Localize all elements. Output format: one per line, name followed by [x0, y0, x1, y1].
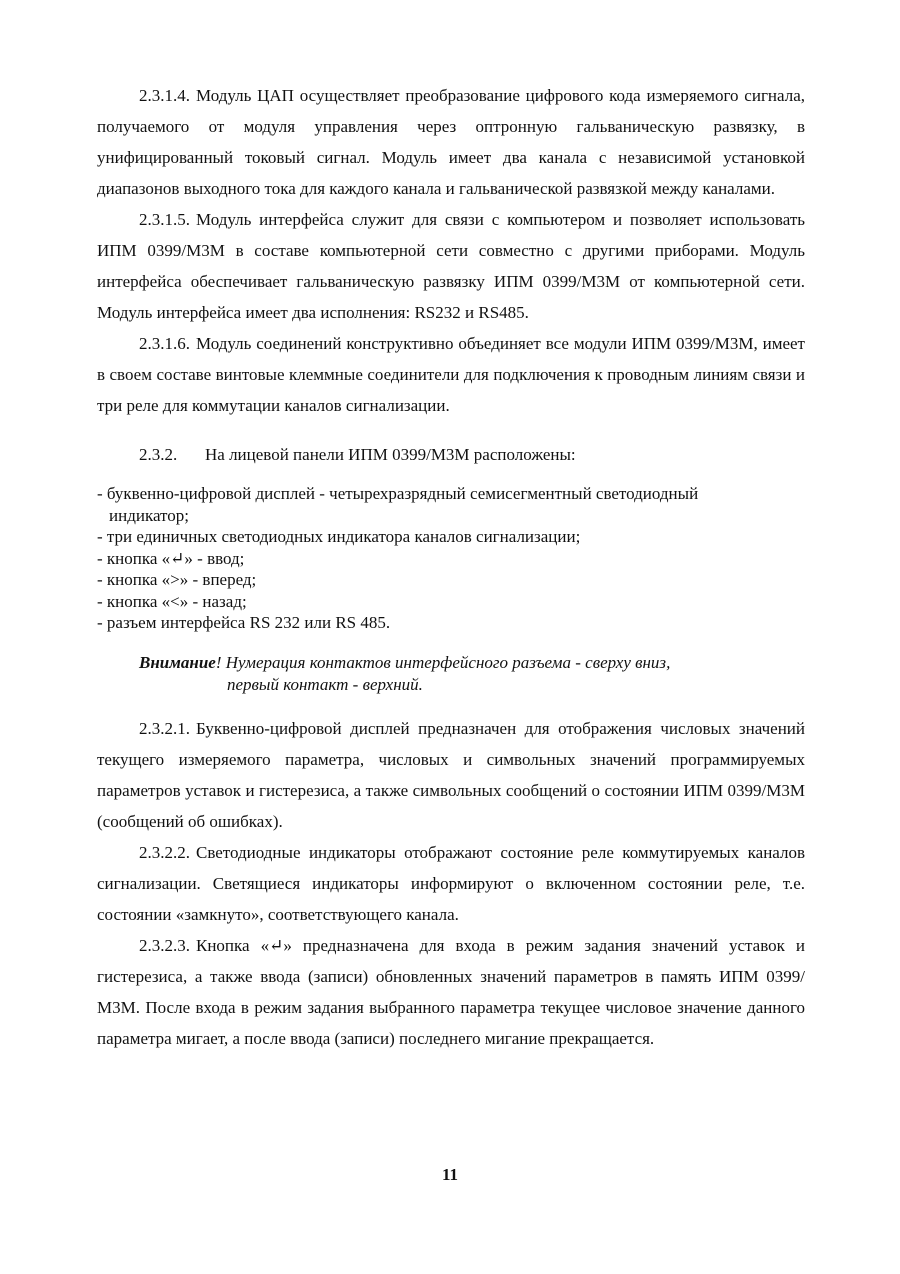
document-page: [97, 80, 805, 1054]
paragraph-text: Модуль интерфейса служит для связи с компьютером и позволяет использовать ИПМ 0399/М3М в составе компьютерной сети совместно с другими приборами. Модуль интерфейса обеспечивает гальваническую развязку ИПМ 0399/М3М от компьютерной сети. Модуль интерфейса имеет два исполнения: RS232 и RS485.: [97, 210, 805, 322]
paragraph-2-3-2-1: [97, 713, 805, 837]
paragraph-number: 2.3.2.3.: [139, 935, 190, 955]
attention-line-1: Нумерация контактов интерфейсного разъема - сверху вниз,: [221, 652, 671, 672]
list-item: - буквенно-цифровой дисплей - четырехразрядный семисегментный светодиодный индикатор;: [97, 484, 699, 525]
paragraph-text: Модуль ЦАП осуществляет преобразование цифрового кода измеряемого сигнала, получаемого от модуля управления через оптронную гальваническую развязку, в унифицированный токовый сигнал. Модуль имеет два канала с независимой установкой диапазонов выходного тока для каждого канала и гальванической развязкой между каналами.: [97, 86, 805, 198]
paragraph-2-3-1-4: [97, 80, 805, 204]
section-heading-2-3-2: [97, 443, 805, 467]
paragraph-text: Буквенно-цифровой дисплей предназначен для отображения числовых значений текущего измеряемого параметра, числовых и символьных значений программируемых параметров уставок и гистерезиса, а также символьных сообщений о состоянии ИПМ 0399/М3М (сообщений об ошибках).: [97, 718, 805, 831]
attention-line-2: первый контакт - верхний.: [227, 674, 423, 694]
list-item: - три единичных светодиодных индикатора каналов сигнализации;: [97, 527, 581, 546]
list-item: - разъем интерфейса RS 232 или RS 485.: [97, 613, 391, 632]
attention-exclaim: !: [215, 652, 222, 672]
spacer: [97, 696, 805, 713]
paragraph-2-3-2-2: [97, 837, 805, 930]
paragraph-2-3-1-5: [97, 204, 805, 328]
paragraph-number: 2.3.1.4.: [139, 86, 190, 105]
paragraph-number: 2.3.1.6.: [139, 334, 190, 353]
paragraph-number: 2.3.1.5.: [139, 210, 190, 229]
paragraph-text: Модуль соединений конструктивно объединяет все модули ИПМ 0399/М3М, имеет в своем составе винтовые клеммные соединители для подключения к проводным линиям связи и три реле для коммутации каналов сигнализации.: [97, 334, 805, 415]
list-item: - кнопка «↵» - ввод;: [97, 548, 245, 568]
paragraph-text: Светодиодные индикаторы отображают состояние реле коммутируемых каналов сигнализации. Светящиеся индикаторы информируют о включенном состоянии реле, т.е. состоянии «замкнуто», соответствующего канала.: [97, 842, 805, 924]
paragraph-2-3-2-3: [97, 930, 805, 1054]
paragraph-number: 2.3.2.2.: [139, 842, 190, 862]
paragraph-2-3-1-6: [97, 328, 805, 421]
list-item: - кнопка «>» - вперед;: [97, 570, 257, 589]
attention-label: Внимание: [139, 652, 216, 672]
section-number: 2.3.2.: [139, 445, 178, 464]
page-number: 11: [441, 1165, 459, 1184]
list-item: - кнопка «<» - назад;: [97, 591, 247, 611]
paragraph-number: 2.3.2.1.: [139, 718, 190, 738]
section-title: На лицевой панели ИПМ 0399/М3М расположены:: [205, 445, 576, 464]
front-panel-list: [97, 483, 805, 634]
attention-note: [139, 652, 805, 696]
paragraph-text: Кнопка «↵» предназначена для входа в режим задания значений уставок и гистерезиса, а также ввода (записи) обновленных значений параметров в память ИПМ 0399/М3М. После входа в режим задания выбранного параметра текущее числовое значение данного параметра мигает, а после ввода (записи) последнего мигание прекращается.: [97, 935, 805, 1048]
